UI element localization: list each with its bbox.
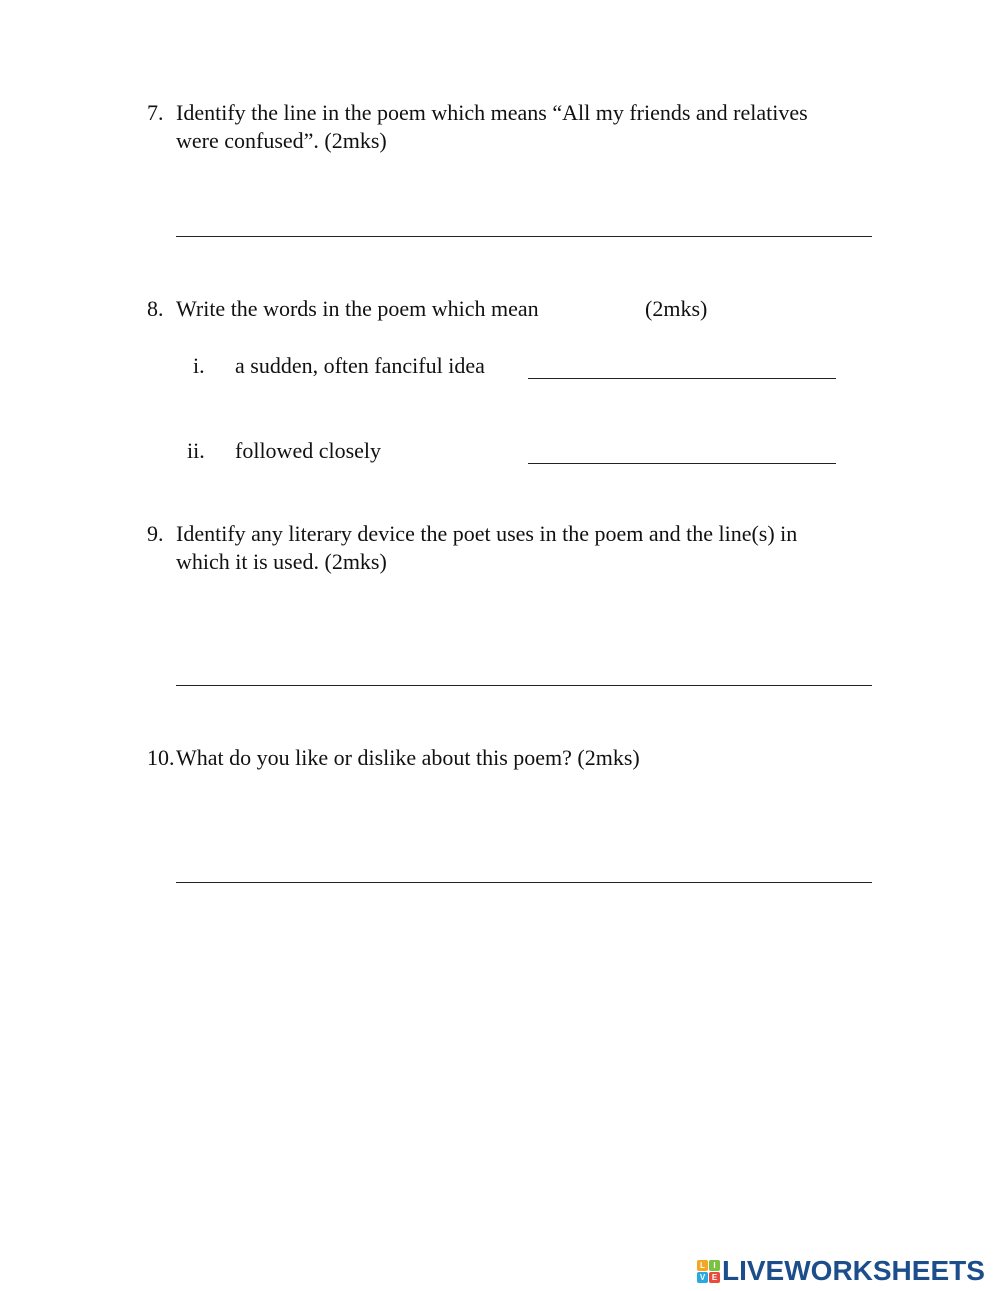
question-9-number: 9.	[147, 521, 164, 546]
question-7-text-line-2: were confused”. (2mks)	[176, 128, 387, 153]
question-8-subitem-i-text: a sudden, often fanciful idea	[235, 353, 485, 378]
question-7-number: 7.	[147, 100, 164, 125]
logo-blocks-icon	[697, 1260, 720, 1283]
question-8-subitem-ii-answer-input[interactable]	[528, 437, 836, 464]
logo-block-v: V	[697, 1272, 708, 1283]
question-10-number: 10.	[147, 745, 175, 770]
question-9-text-line-1: Identify any literary device the poet uses in the poem and the line(s) in	[176, 521, 798, 546]
question-8-subitem-i-answer-input[interactable]	[528, 352, 836, 379]
liveworksheets-logo	[697, 1257, 985, 1285]
question-8-subitem-i-numeral: i.	[193, 353, 205, 378]
question-7-text-line-1: Identify the line in the poem which means “All my friends and relatives	[176, 100, 808, 125]
question-8-text: Write the words in the poem which mean	[176, 296, 539, 321]
logo-block-i: I	[709, 1260, 720, 1271]
question-8-subitem-ii-numeral: ii.	[187, 438, 205, 463]
logo-block-e: E	[709, 1272, 720, 1283]
question-10-text: What do you like or dislike about this poem? (2mks)	[176, 745, 640, 770]
question-8-subitem-ii-text: followed closely	[235, 438, 382, 463]
question-8-number: 8.	[147, 296, 164, 321]
question-9-answer-input[interactable]	[176, 659, 872, 686]
question-9-text-line-2: which it is used. (2mks)	[176, 549, 387, 574]
logo-block-l: L	[697, 1260, 708, 1271]
question-8-marks: (2mks)	[645, 296, 708, 321]
question-10-answer-input[interactable]	[176, 856, 872, 883]
question-7-answer-input[interactable]	[176, 210, 872, 237]
logo-text: LIVEWORKSHEETS	[722, 1255, 985, 1286]
